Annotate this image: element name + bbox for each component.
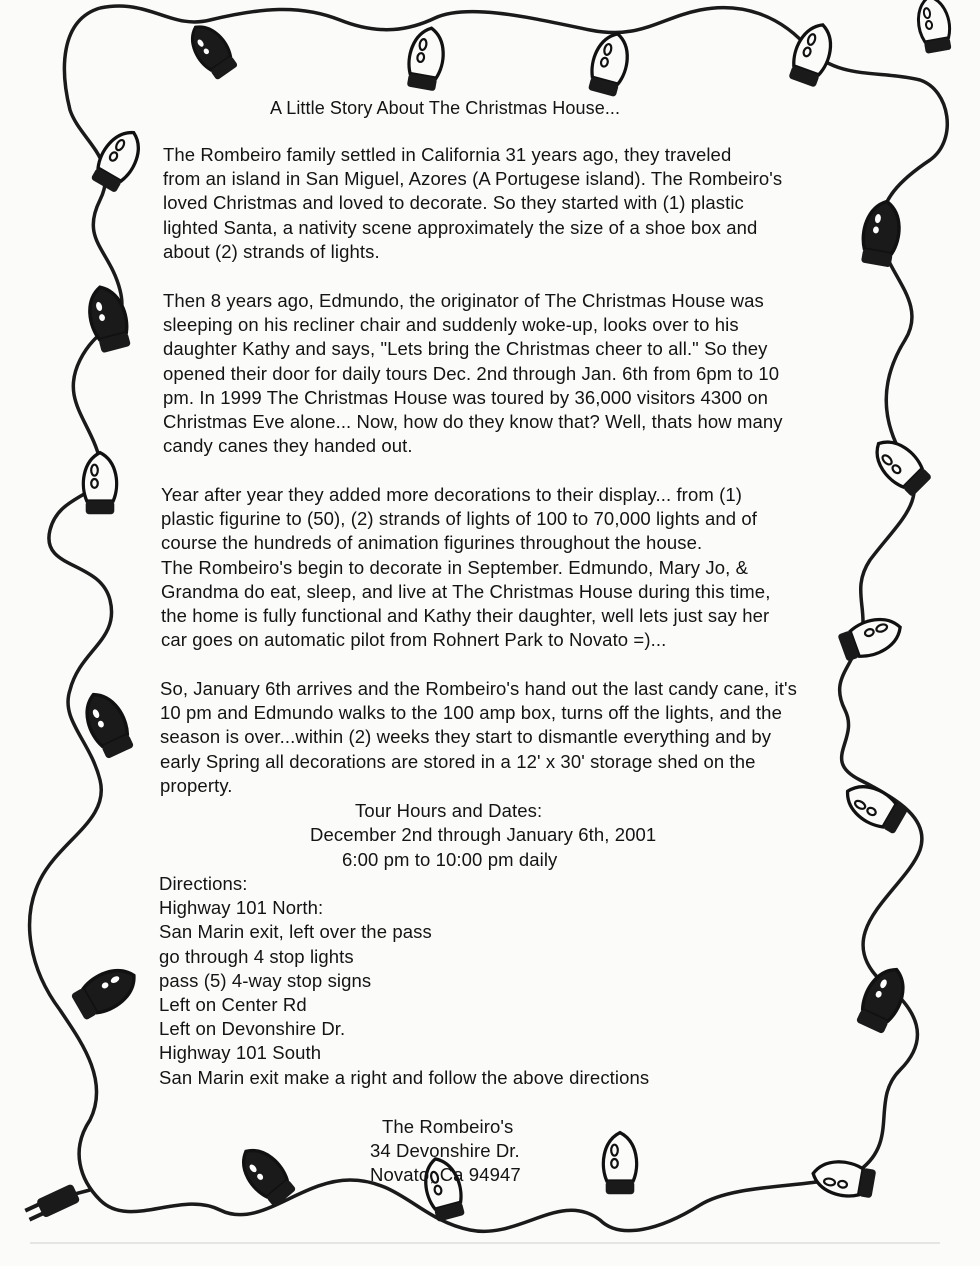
christmas-light-bulb-icon: [858, 198, 903, 267]
tour-heading: Tour Hours and Dates:: [355, 800, 543, 821]
christmas-light-bulb-icon: [837, 612, 906, 664]
text-line: sleeping on his recliner chair and suddenly woke-up, looks over to his: [163, 314, 739, 336]
text-line: the home is fully functional and Kathy their daughter, well lets just say her: [161, 605, 770, 627]
text-line: car goes on automatic pilot from Rohnert Park to Novato =)...: [161, 629, 667, 651]
text-line: 10 pm and Edmundo walks to the 100 amp box, turns off the lights, and the: [160, 702, 782, 724]
christmas-light-bulb-icon: [786, 19, 838, 88]
directions-line: San Marin exit, left over the pass: [159, 921, 432, 943]
directions-list: [159, 872, 649, 1090]
text-line: season is over...within (2) weeks they start to dismantle everything and by: [160, 726, 772, 748]
directions-line: San Marin exit make a right and follow the above directions: [159, 1066, 650, 1088]
christmas-light-bulb-icon: [404, 25, 447, 91]
text-line: Then 8 years ago, Edmundo, the originator of The Christmas House was: [163, 290, 764, 311]
christmas-light-bulb-icon: [89, 124, 149, 194]
text-line: about (2) strands of lights.: [163, 240, 380, 262]
directions-line: Highway 101 South: [159, 1042, 322, 1064]
text-line: plastic figurine to (50), (2) strands of lights of 100 to 70,000 lights and of: [161, 508, 758, 530]
text-line: lighted Santa, a nativity scene approximately the size of a shoe box and: [163, 216, 758, 238]
text-line: Grandma do eat, sleep, and live at The Christmas House during this time,: [161, 580, 771, 602]
text-line: course the hundreds of animation figurines throughout the house.: [161, 532, 703, 554]
text-line: opened their door for daily tours Dec. 2nd through Jan. 6th from 6pm to 10: [163, 362, 780, 384]
directions-line: go through 4 stop lights: [159, 945, 354, 967]
christmas-light-bulb-icon: [914, 0, 953, 54]
paragraph-2: [163, 289, 783, 458]
tour-hours: 6:00 pm to 10:00 pm daily: [342, 849, 558, 870]
directions-line: pass (5) 4-way stop signs: [159, 969, 372, 991]
address-block: [370, 1115, 521, 1188]
christmas-light-bulb-icon: [586, 30, 634, 98]
text-line: Christmas Eve alone... Now, how do they know that? Well, thats how many: [163, 411, 783, 433]
directions-line: Left on Devonshire Dr.: [159, 1018, 346, 1040]
christmas-light-bulb-icon: [69, 960, 142, 1022]
text-line: loved Christmas and loved to decorate. So they started with (1) plastic: [163, 192, 744, 214]
text-line: The Rombeiro family settled in California 31 years ago, they traveled: [163, 144, 732, 165]
text-line: from an island in San Miguel, Azores (A Portugese island). The Rombeiro's: [163, 168, 783, 190]
electric-plug-icon: [23, 1183, 80, 1224]
directions-line: Left on Center Rd: [159, 994, 307, 1016]
text-line: Year after year they added more decorations to their display... from (1): [161, 484, 742, 505]
address-name: The Rombeiro's: [382, 1116, 514, 1137]
text-line: property.: [160, 774, 233, 796]
text-line: candy canes they handed out.: [163, 435, 413, 457]
christmas-light-bulb-icon: [854, 962, 913, 1035]
paragraph-1: [163, 143, 782, 264]
tour-dates: December 2nd through January 6th, 2001: [310, 824, 657, 845]
text-line: So, January 6th arrives and the Rombeiro's hand out the last candy cane, it's: [160, 678, 797, 699]
text-line: early Spring all decorations are stored in a 12' x 30' storage shed on the: [160, 750, 756, 772]
text-line: The Rombeiro's begin to decorate in September. Edmundo, Mary Jo, &: [161, 556, 749, 578]
text-line: pm. In 1999 The Christmas House was toured by 36,000 visitors 4300 on: [163, 386, 769, 408]
christmas-light-bulb-icon: [183, 18, 240, 81]
paragraph-4: [160, 677, 797, 798]
directions-line: Directions:: [159, 873, 248, 894]
christmas-light-bulb-icon: [867, 432, 934, 499]
address-city: Novato, Ca 94947: [370, 1164, 521, 1186]
christmas-light-bulb-icon: [83, 453, 116, 515]
address-street: 34 Devonshire Dr.: [370, 1140, 520, 1162]
document-title: A Little Story About The Christmas House...: [270, 98, 621, 118]
christmas-light-bulb-icon: [603, 1133, 636, 1195]
paragraph-3: [161, 483, 770, 652]
text-line: daughter Kathy and says, "Lets bring the Christmas cheer to all." So they: [163, 338, 768, 360]
directions-line: Highway 101 North:: [159, 897, 324, 919]
